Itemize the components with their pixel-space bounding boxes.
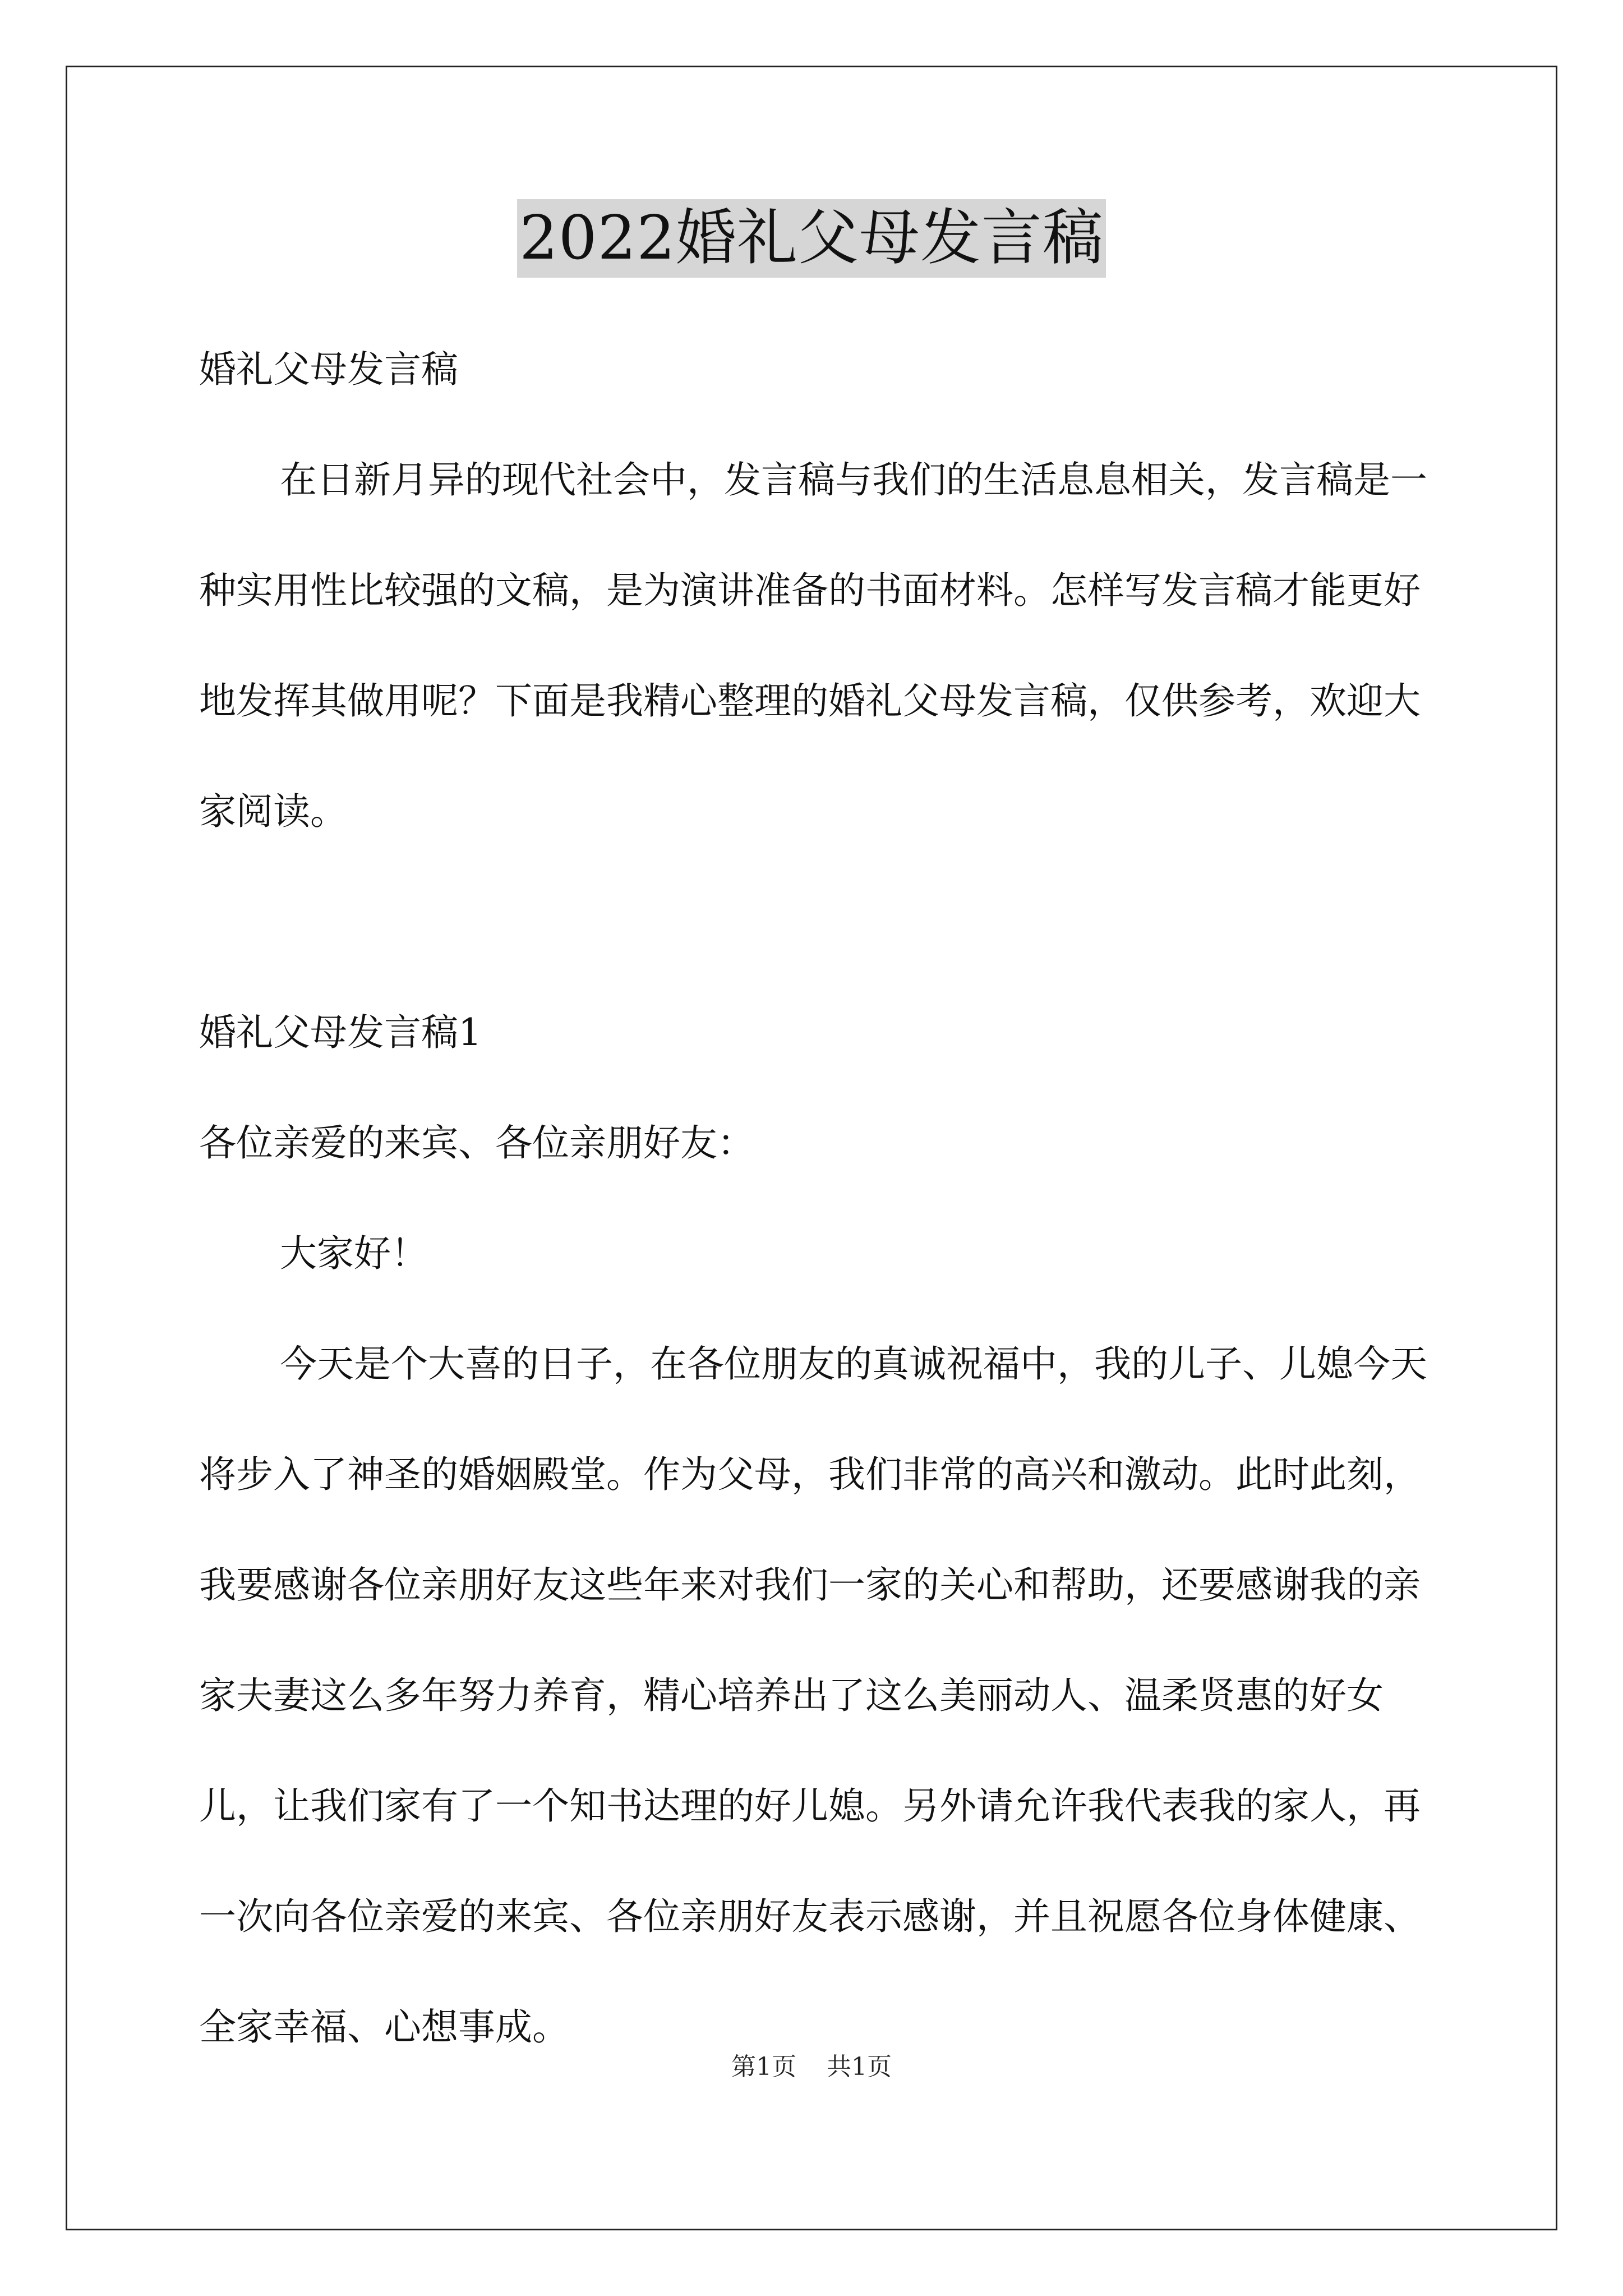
section-heading: 婚礼父母发言稿 <box>199 348 458 391</box>
document-title: 2022婚礼父母发言稿 <box>517 199 1106 278</box>
intro-paragraph: 在日新月异的现代社会中，发言稿与我们的生活息息相关，发言稿是一种实用性比较强的文稿，是为演讲准备的书面材料。怎样写发言稿才能更好地发挥其做用呢？下面是我精心整理的婚礼父母发言稿，仅供参考，欢迎大家阅读。 <box>199 458 1427 833</box>
document-body <box>199 314 1433 2082</box>
salutation: 各位亲爱的来宾、各位亲朋好友： <box>199 1121 754 1165</box>
title-container <box>0 199 1623 278</box>
page-total: 共1页 <box>827 2053 892 2081</box>
speech-heading: 婚礼父母发言稿1 <box>199 1011 482 1054</box>
page-number: 第1页 <box>731 2053 796 2081</box>
page-footer <box>0 2050 1623 2084</box>
paragraph-spacer <box>199 867 1433 977</box>
body-paragraph: 今天是个大喜的日子，在各位朋友的真诚祝福中，我的儿子、儿媳今天将步入了神圣的婚姻殿堂。作为父母，我们非常的高兴和激动。此时此刻，我要感谢各位亲朋好友这些年来对我们一家的关心和帮助，还要感谢我的亲家夫妻这么多年努力养育，精心培养出了这么美丽动人、温柔贤惠的好女儿，让我们家有了一个知书达理的好儿媳。另外请允许我代表我的家人，再一次向各位亲爱的来宾、各位亲朋好友表示感谢，并且祝愿各位身体健康、全家幸福、心想事成。 <box>199 1342 1427 2049</box>
greeting: 大家好！ <box>280 1232 428 1275</box>
